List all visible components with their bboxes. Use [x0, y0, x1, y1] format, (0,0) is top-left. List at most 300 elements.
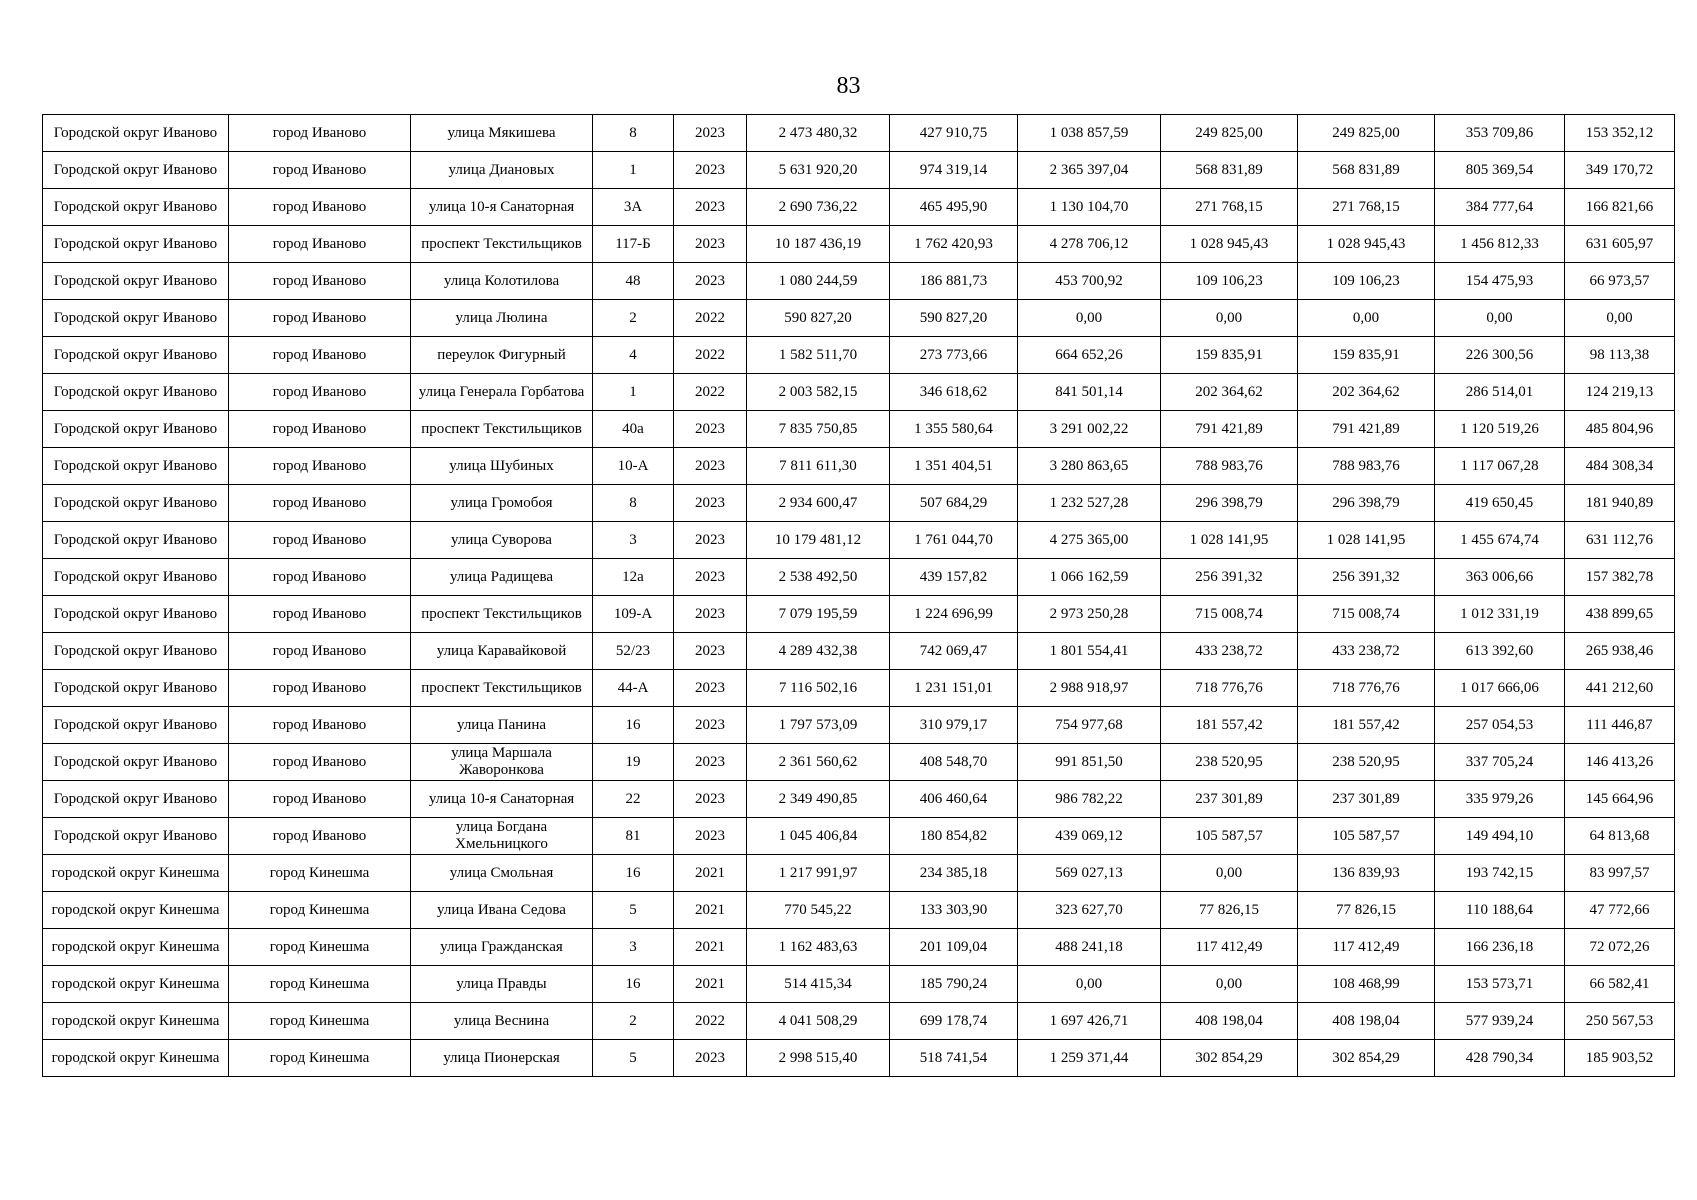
cell-cost-part-3: 105 587,57 — [1161, 818, 1298, 855]
cell-locality: город Кинешма — [229, 966, 411, 1003]
cell-municipality: Городской округ Иваново — [43, 263, 229, 300]
cell-house-number: 81 — [593, 818, 674, 855]
cell-cost-part-3: 1 028 945,43 — [1161, 226, 1298, 263]
cell-locality: город Иваново — [229, 485, 411, 522]
table-row — [43, 411, 1675, 448]
cell-cost-part-3: 256 391,32 — [1161, 559, 1298, 596]
cell-cost-part-6: 438 899,65 — [1565, 596, 1675, 633]
cell-house-number: 117-Б — [593, 226, 674, 263]
cell-municipality: Городской округ Иваново — [43, 707, 229, 744]
cell-cost-part-5: 613 392,60 — [1435, 633, 1565, 670]
table-row — [43, 485, 1675, 522]
cell-municipality: Городской округ Иваново — [43, 670, 229, 707]
cell-cost-part-2: 1 066 162,59 — [1018, 559, 1161, 596]
cell-cost-part-2: 664 652,26 — [1018, 337, 1161, 374]
cell-cost-part-5: 1 012 331,19 — [1435, 596, 1565, 633]
cell-house-number: 12а — [593, 559, 674, 596]
cell-cost-part-5: 153 573,71 — [1435, 966, 1565, 1003]
cell-house-number: 16 — [593, 966, 674, 1003]
cell-municipality: Городской округ Иваново — [43, 744, 229, 781]
cell-cost-part-3: 0,00 — [1161, 300, 1298, 337]
cell-cost-part-2: 569 027,13 — [1018, 855, 1161, 892]
cell-cost-part-5: 335 979,26 — [1435, 781, 1565, 818]
cell-cost-part-3: 433 238,72 — [1161, 633, 1298, 670]
cell-cost-part-6: 83 997,57 — [1565, 855, 1675, 892]
cell-locality: город Иваново — [229, 744, 411, 781]
table-row — [43, 559, 1675, 596]
cell-total-cost: 1 080 244,59 — [747, 263, 890, 300]
table-row — [43, 892, 1675, 929]
cell-house-number: 1 — [593, 152, 674, 189]
cell-cost-part-4: 1 028 945,43 — [1298, 226, 1435, 263]
cell-locality: город Иваново — [229, 448, 411, 485]
cell-cost-part-1: 185 790,24 — [890, 966, 1018, 1003]
cell-municipality: Городской округ Иваново — [43, 448, 229, 485]
cell-cost-part-6: 349 170,72 — [1565, 152, 1675, 189]
cell-locality: город Кинешма — [229, 892, 411, 929]
cell-cost-part-2: 3 291 002,22 — [1018, 411, 1161, 448]
cell-cost-part-3: 238 520,95 — [1161, 744, 1298, 781]
cell-street: улица Гражданская — [411, 929, 593, 966]
cell-year: 2023 — [674, 707, 747, 744]
table-row — [43, 115, 1675, 152]
cell-locality: город Иваново — [229, 226, 411, 263]
cell-cost-part-4: 302 854,29 — [1298, 1040, 1435, 1077]
cell-total-cost: 2 361 560,62 — [747, 744, 890, 781]
cell-cost-part-3: 568 831,89 — [1161, 152, 1298, 189]
cell-municipality: Городской округ Иваново — [43, 115, 229, 152]
table-row — [43, 596, 1675, 633]
table-row — [43, 1040, 1675, 1077]
cell-year: 2023 — [674, 522, 747, 559]
cell-cost-part-3: 302 854,29 — [1161, 1040, 1298, 1077]
cell-cost-part-2: 1 038 857,59 — [1018, 115, 1161, 152]
cell-cost-part-1: 180 854,82 — [890, 818, 1018, 855]
cell-year: 2023 — [674, 263, 747, 300]
cell-locality: город Иваново — [229, 300, 411, 337]
table-row — [43, 226, 1675, 263]
cell-cost-part-2: 754 977,68 — [1018, 707, 1161, 744]
cell-house-number: 16 — [593, 855, 674, 892]
cell-cost-part-2: 1 801 554,41 — [1018, 633, 1161, 670]
cell-cost-part-1: 346 618,62 — [890, 374, 1018, 411]
cell-municipality: Городской округ Иваново — [43, 818, 229, 855]
cell-cost-part-3: 181 557,42 — [1161, 707, 1298, 744]
cell-cost-part-1: 1 355 580,64 — [890, 411, 1018, 448]
cell-cost-part-4: 238 520,95 — [1298, 744, 1435, 781]
cell-street: улица Радищева — [411, 559, 593, 596]
cell-total-cost: 2 998 515,40 — [747, 1040, 890, 1077]
cell-cost-part-5: 110 188,64 — [1435, 892, 1565, 929]
cell-year: 2022 — [674, 374, 747, 411]
table-row — [43, 300, 1675, 337]
cell-cost-part-6: 66 582,41 — [1565, 966, 1675, 1003]
cell-cost-part-1: 974 319,14 — [890, 152, 1018, 189]
cell-cost-part-6: 166 821,66 — [1565, 189, 1675, 226]
cell-locality: город Иваново — [229, 781, 411, 818]
cell-street: проспект Текстильщиков — [411, 596, 593, 633]
cell-cost-part-4: 117 412,49 — [1298, 929, 1435, 966]
cell-locality: город Иваново — [229, 559, 411, 596]
cell-house-number: 3А — [593, 189, 674, 226]
cell-municipality: Городской округ Иваново — [43, 411, 229, 448]
cell-street: улица Суворова — [411, 522, 593, 559]
cell-street: улица Каравайковой — [411, 633, 593, 670]
table-row — [43, 966, 1675, 1003]
cell-municipality: Городской округ Иваново — [43, 226, 229, 263]
cell-house-number: 3 — [593, 522, 674, 559]
cell-cost-part-1: 1 761 044,70 — [890, 522, 1018, 559]
cell-total-cost: 7 835 750,85 — [747, 411, 890, 448]
cell-year: 2022 — [674, 1003, 747, 1040]
cell-cost-part-2: 1 697 426,71 — [1018, 1003, 1161, 1040]
cell-cost-part-3: 0,00 — [1161, 966, 1298, 1003]
cell-locality: город Иваново — [229, 374, 411, 411]
cell-total-cost: 770 545,22 — [747, 892, 890, 929]
cell-cost-part-2: 1 259 371,44 — [1018, 1040, 1161, 1077]
cell-street: улица Мякишева — [411, 115, 593, 152]
cell-cost-part-6: 484 308,34 — [1565, 448, 1675, 485]
cell-cost-part-5: 257 054,53 — [1435, 707, 1565, 744]
cell-street: улица Диановых — [411, 152, 593, 189]
table-row — [43, 744, 1675, 781]
cell-cost-part-6: 181 940,89 — [1565, 485, 1675, 522]
cell-municipality: Городской округ Иваново — [43, 337, 229, 374]
cell-cost-part-5: 353 709,86 — [1435, 115, 1565, 152]
cell-total-cost: 7 079 195,59 — [747, 596, 890, 633]
cell-cost-part-5: 428 790,34 — [1435, 1040, 1565, 1077]
cell-total-cost: 2 538 492,50 — [747, 559, 890, 596]
table-row — [43, 189, 1675, 226]
cell-total-cost: 7 116 502,16 — [747, 670, 890, 707]
cell-cost-part-2: 0,00 — [1018, 300, 1161, 337]
cell-cost-part-2: 439 069,12 — [1018, 818, 1161, 855]
table-row — [43, 152, 1675, 189]
cell-year: 2023 — [674, 115, 747, 152]
cell-cost-part-2: 2 365 397,04 — [1018, 152, 1161, 189]
cell-cost-part-3: 1 028 141,95 — [1161, 522, 1298, 559]
cell-year: 2023 — [674, 226, 747, 263]
cell-locality: город Иваново — [229, 707, 411, 744]
cell-municipality: Городской округ Иваново — [43, 596, 229, 633]
cell-year: 2023 — [674, 633, 747, 670]
cell-cost-part-2: 3 280 863,65 — [1018, 448, 1161, 485]
cell-cost-part-2: 0,00 — [1018, 966, 1161, 1003]
cell-cost-part-1: 465 495,90 — [890, 189, 1018, 226]
cell-street: улица 10-я Санаторная — [411, 781, 593, 818]
cell-municipality: Городской округ Иваново — [43, 522, 229, 559]
cell-cost-part-4: 181 557,42 — [1298, 707, 1435, 744]
cell-cost-part-2: 323 627,70 — [1018, 892, 1161, 929]
cell-locality: город Кинешма — [229, 1003, 411, 1040]
cell-total-cost: 1 045 406,84 — [747, 818, 890, 855]
cell-cost-part-1: 439 157,82 — [890, 559, 1018, 596]
cell-cost-part-5: 154 475,93 — [1435, 263, 1565, 300]
cell-locality: город Иваново — [229, 115, 411, 152]
cell-cost-part-3: 109 106,23 — [1161, 263, 1298, 300]
cell-locality: город Кинешма — [229, 1040, 411, 1077]
cell-cost-part-4: 271 768,15 — [1298, 189, 1435, 226]
cell-cost-part-4: 718 776,76 — [1298, 670, 1435, 707]
cell-cost-part-6: 631 605,97 — [1565, 226, 1675, 263]
cell-cost-part-5: 1 120 519,26 — [1435, 411, 1565, 448]
cell-total-cost: 2 690 736,22 — [747, 189, 890, 226]
cell-cost-part-2: 1 130 104,70 — [1018, 189, 1161, 226]
cell-municipality: Городской округ Иваново — [43, 189, 229, 226]
cell-cost-part-5: 1 455 674,74 — [1435, 522, 1565, 559]
table-row — [43, 633, 1675, 670]
cell-locality: город Иваново — [229, 670, 411, 707]
cell-cost-part-3: 408 198,04 — [1161, 1003, 1298, 1040]
cell-cost-part-4: 0,00 — [1298, 300, 1435, 337]
cell-cost-part-5: 1 017 666,06 — [1435, 670, 1565, 707]
cell-total-cost: 514 415,34 — [747, 966, 890, 1003]
cell-cost-part-6: 265 938,46 — [1565, 633, 1675, 670]
cell-year: 2023 — [674, 152, 747, 189]
cell-cost-part-6: 145 664,96 — [1565, 781, 1675, 818]
cell-year: 2023 — [674, 411, 747, 448]
cell-street: проспект Текстильщиков — [411, 226, 593, 263]
cell-municipality: городской округ Кинешма — [43, 1003, 229, 1040]
cell-cost-part-1: 1 224 696,99 — [890, 596, 1018, 633]
cell-locality: город Кинешма — [229, 855, 411, 892]
cell-cost-part-3: 77 826,15 — [1161, 892, 1298, 929]
cell-cost-part-1: 234 385,18 — [890, 855, 1018, 892]
cell-house-number: 3 — [593, 929, 674, 966]
cell-house-number: 5 — [593, 892, 674, 929]
cell-year: 2022 — [674, 337, 747, 374]
cell-cost-part-1: 590 827,20 — [890, 300, 1018, 337]
cell-cost-part-6: 146 413,26 — [1565, 744, 1675, 781]
cell-cost-part-4: 791 421,89 — [1298, 411, 1435, 448]
cell-locality: город Кинешма — [229, 929, 411, 966]
cell-total-cost: 5 631 920,20 — [747, 152, 890, 189]
cell-cost-part-6: 153 352,12 — [1565, 115, 1675, 152]
cell-year: 2023 — [674, 1040, 747, 1077]
cell-total-cost: 1 217 991,97 — [747, 855, 890, 892]
cell-year: 2021 — [674, 966, 747, 1003]
cell-cost-part-3: 159 835,91 — [1161, 337, 1298, 374]
cell-cost-part-6: 47 772,66 — [1565, 892, 1675, 929]
cell-cost-part-6: 64 813,68 — [1565, 818, 1675, 855]
cell-year: 2023 — [674, 670, 747, 707]
cell-cost-part-1: 310 979,17 — [890, 707, 1018, 744]
cell-cost-part-4: 159 835,91 — [1298, 337, 1435, 374]
cell-cost-part-2: 841 501,14 — [1018, 374, 1161, 411]
cell-year: 2021 — [674, 929, 747, 966]
cell-house-number: 52/23 — [593, 633, 674, 670]
table-row — [43, 374, 1675, 411]
cell-cost-part-6: 0,00 — [1565, 300, 1675, 337]
cell-cost-part-4: 568 831,89 — [1298, 152, 1435, 189]
cell-cost-part-1: 1 762 420,93 — [890, 226, 1018, 263]
cell-year: 2023 — [674, 781, 747, 818]
cell-street: улица Колотилова — [411, 263, 593, 300]
page-number: 83 — [836, 73, 861, 99]
cell-cost-part-3: 237 301,89 — [1161, 781, 1298, 818]
cell-locality: город Иваново — [229, 263, 411, 300]
cell-street: улица Богдана Хмельницкого — [411, 818, 593, 855]
cell-house-number: 19 — [593, 744, 674, 781]
cell-house-number: 22 — [593, 781, 674, 818]
cell-house-number: 10-А — [593, 448, 674, 485]
cell-cost-part-5: 1 117 067,28 — [1435, 448, 1565, 485]
table-row — [43, 263, 1675, 300]
cell-street: улица Ивана Седова — [411, 892, 593, 929]
cell-house-number: 8 — [593, 485, 674, 522]
cell-cost-part-3: 0,00 — [1161, 855, 1298, 892]
cell-total-cost: 4 289 432,38 — [747, 633, 890, 670]
table-row — [43, 337, 1675, 374]
cell-cost-part-3: 296 398,79 — [1161, 485, 1298, 522]
cell-year: 2021 — [674, 855, 747, 892]
table-row — [43, 670, 1675, 707]
cell-locality: город Иваново — [229, 152, 411, 189]
cell-year: 2023 — [674, 485, 747, 522]
cell-house-number: 2 — [593, 1003, 674, 1040]
cell-street: улица Шубиных — [411, 448, 593, 485]
cell-cost-part-4: 249 825,00 — [1298, 115, 1435, 152]
cell-cost-part-3: 249 825,00 — [1161, 115, 1298, 152]
cell-cost-part-5: 193 742,15 — [1435, 855, 1565, 892]
cell-cost-part-6: 124 219,13 — [1565, 374, 1675, 411]
cell-cost-part-4: 256 391,32 — [1298, 559, 1435, 596]
cell-cost-part-1: 1 231 151,01 — [890, 670, 1018, 707]
cell-house-number: 8 — [593, 115, 674, 152]
cell-house-number: 2 — [593, 300, 674, 337]
cell-cost-part-2: 488 241,18 — [1018, 929, 1161, 966]
cell-cost-part-2: 453 700,92 — [1018, 263, 1161, 300]
cell-municipality: городской округ Кинешма — [43, 929, 229, 966]
cell-street: проспект Текстильщиков — [411, 411, 593, 448]
cell-locality: город Иваново — [229, 337, 411, 374]
cell-municipality: Городской округ Иваново — [43, 485, 229, 522]
cell-cost-part-1: 1 351 404,51 — [890, 448, 1018, 485]
cell-cost-part-4: 136 839,93 — [1298, 855, 1435, 892]
cell-street: улица Маршала Жаворонкова — [411, 744, 593, 781]
cell-house-number: 48 — [593, 263, 674, 300]
cell-cost-part-5: 286 514,01 — [1435, 374, 1565, 411]
cell-cost-part-4: 108 468,99 — [1298, 966, 1435, 1003]
cell-municipality: городской округ Кинешма — [43, 855, 229, 892]
cell-total-cost: 10 179 481,12 — [747, 522, 890, 559]
cell-cost-part-6: 631 112,76 — [1565, 522, 1675, 559]
cell-street: проспект Текстильщиков — [411, 670, 593, 707]
cell-cost-part-1: 699 178,74 — [890, 1003, 1018, 1040]
cell-street: переулок Фигурный — [411, 337, 593, 374]
cell-cost-part-6: 111 446,87 — [1565, 707, 1675, 744]
cell-cost-part-5: 577 939,24 — [1435, 1003, 1565, 1040]
cell-cost-part-2: 991 851,50 — [1018, 744, 1161, 781]
cell-total-cost: 2 003 582,15 — [747, 374, 890, 411]
cell-cost-part-5: 337 705,24 — [1435, 744, 1565, 781]
cell-cost-part-5: 226 300,56 — [1435, 337, 1565, 374]
cell-cost-part-1: 406 460,64 — [890, 781, 1018, 818]
cell-cost-part-4: 237 301,89 — [1298, 781, 1435, 818]
table-row — [43, 818, 1675, 855]
cell-cost-part-1: 507 684,29 — [890, 485, 1018, 522]
cell-municipality: Городской округ Иваново — [43, 374, 229, 411]
cell-cost-part-2: 4 278 706,12 — [1018, 226, 1161, 263]
cell-cost-part-4: 433 238,72 — [1298, 633, 1435, 670]
table-row — [43, 781, 1675, 818]
cell-year: 2023 — [674, 744, 747, 781]
cell-cost-part-3: 791 421,89 — [1161, 411, 1298, 448]
cell-total-cost: 2 934 600,47 — [747, 485, 890, 522]
cell-cost-part-1: 518 741,54 — [890, 1040, 1018, 1077]
cell-cost-part-6: 250 567,53 — [1565, 1003, 1675, 1040]
cell-cost-part-1: 133 303,90 — [890, 892, 1018, 929]
cell-house-number: 40а — [593, 411, 674, 448]
cell-cost-part-6: 98 113,38 — [1565, 337, 1675, 374]
cell-street: улица Пионерская — [411, 1040, 593, 1077]
cell-cost-part-6: 441 212,60 — [1565, 670, 1675, 707]
cell-municipality: Городской округ Иваново — [43, 633, 229, 670]
cell-cost-part-3: 271 768,15 — [1161, 189, 1298, 226]
cell-total-cost: 1 797 573,09 — [747, 707, 890, 744]
cell-municipality: городской округ Кинешма — [43, 892, 229, 929]
cell-cost-part-1: 273 773,66 — [890, 337, 1018, 374]
cell-total-cost: 2 473 480,32 — [747, 115, 890, 152]
cell-cost-part-6: 66 973,57 — [1565, 263, 1675, 300]
cell-cost-part-5: 805 369,54 — [1435, 152, 1565, 189]
cell-cost-part-5: 0,00 — [1435, 300, 1565, 337]
table-body — [43, 115, 1675, 1077]
cell-cost-part-4: 105 587,57 — [1298, 818, 1435, 855]
cell-total-cost: 2 349 490,85 — [747, 781, 890, 818]
table-row — [43, 855, 1675, 892]
cell-cost-part-4: 296 398,79 — [1298, 485, 1435, 522]
cell-cost-part-5: 419 650,45 — [1435, 485, 1565, 522]
cell-total-cost: 7 811 611,30 — [747, 448, 890, 485]
cell-locality: город Иваново — [229, 189, 411, 226]
cell-house-number: 44-А — [593, 670, 674, 707]
cell-year: 2022 — [674, 300, 747, 337]
cell-cost-part-5: 1 456 812,33 — [1435, 226, 1565, 263]
cell-year: 2021 — [674, 892, 747, 929]
cell-cost-part-5: 166 236,18 — [1435, 929, 1565, 966]
cell-street: улица Смольная — [411, 855, 593, 892]
cell-cost-part-1: 742 069,47 — [890, 633, 1018, 670]
cell-cost-part-4: 202 364,62 — [1298, 374, 1435, 411]
cell-cost-part-3: 718 776,76 — [1161, 670, 1298, 707]
cell-cost-part-4: 1 028 141,95 — [1298, 522, 1435, 559]
cell-house-number: 109-А — [593, 596, 674, 633]
cell-house-number: 4 — [593, 337, 674, 374]
cell-cost-part-3: 715 008,74 — [1161, 596, 1298, 633]
table-row — [43, 707, 1675, 744]
cell-year: 2023 — [674, 448, 747, 485]
cell-total-cost: 1 162 483,63 — [747, 929, 890, 966]
cell-cost-part-2: 2 973 250,28 — [1018, 596, 1161, 633]
cell-cost-part-1: 201 109,04 — [890, 929, 1018, 966]
cell-year: 2023 — [674, 596, 747, 633]
cell-municipality: городской округ Кинешма — [43, 1040, 229, 1077]
table-row — [43, 1003, 1675, 1040]
cell-cost-part-6: 157 382,78 — [1565, 559, 1675, 596]
table-row — [43, 522, 1675, 559]
cell-street: улица Веснина — [411, 1003, 593, 1040]
cell-municipality: Городской округ Иваново — [43, 781, 229, 818]
cell-locality: город Иваново — [229, 818, 411, 855]
cell-municipality: Городской округ Иваново — [43, 559, 229, 596]
cell-municipality: Городской округ Иваново — [43, 152, 229, 189]
cell-cost-part-1: 408 548,70 — [890, 744, 1018, 781]
cell-street: улица Генерала Горбатова — [411, 374, 593, 411]
cell-street: улица Панина — [411, 707, 593, 744]
cell-street: улица 10-я Санаторная — [411, 189, 593, 226]
data-table — [42, 114, 1675, 1077]
